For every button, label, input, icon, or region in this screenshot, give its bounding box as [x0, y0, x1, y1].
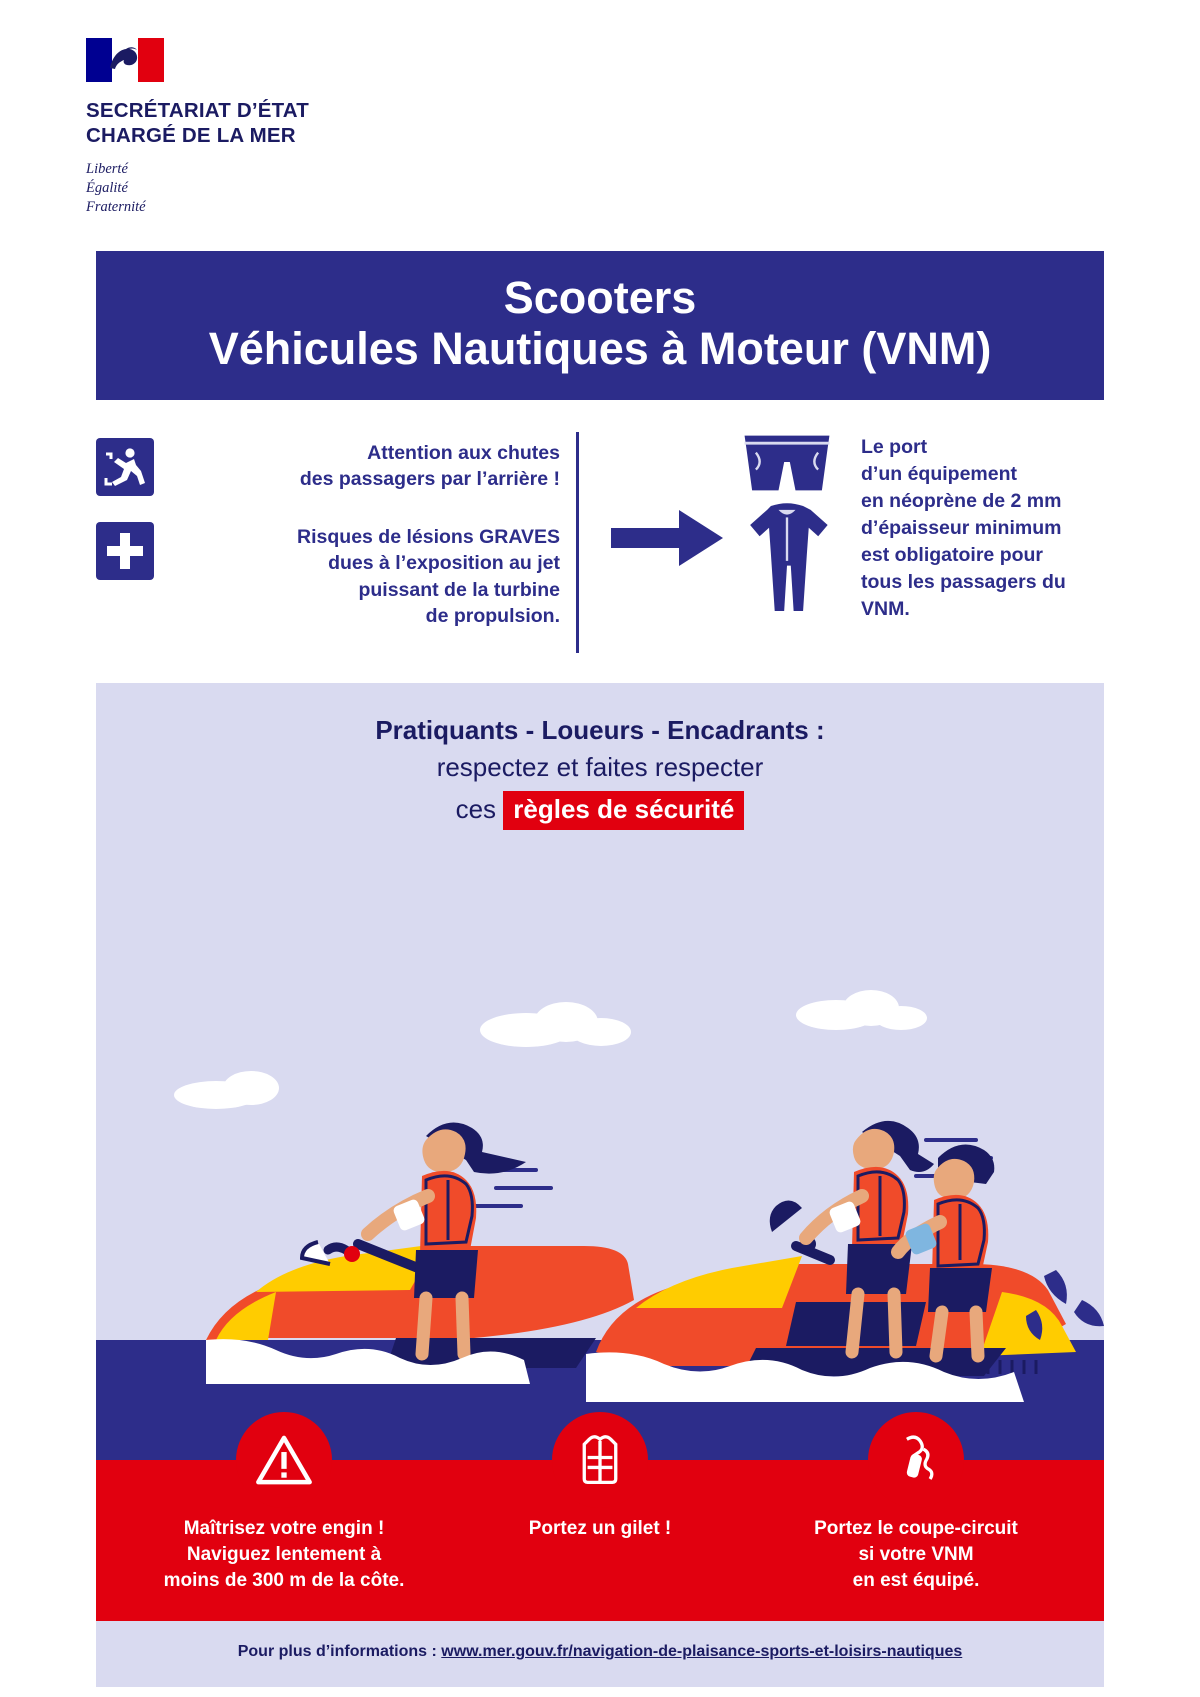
kill-switch-glyph [887, 1431, 945, 1489]
equipment-requirement [727, 430, 1104, 622]
panel-heading-line1: Pratiquants - Loueurs - Encadrants : [375, 715, 825, 746]
rule-2-line1: Portez un gilet ! [528, 1518, 672, 1540]
title-line1: Scooters [503, 272, 697, 324]
warning-injury-line2: dues à l’exposition au jet [328, 552, 560, 575]
motto-egalite: Égalité [86, 180, 128, 197]
rule-1-line2: Naviguez lentement à [186, 1544, 382, 1566]
equipment-line7: VNM. [861, 597, 910, 620]
panel-heading-highlight: règles de sécurité [503, 791, 744, 830]
ministry-name [86, 98, 1200, 148]
warnings-left-column [96, 430, 566, 655]
medical-cross-icon [96, 522, 154, 580]
warning-injury-line4: de propulsion. [425, 605, 560, 628]
warning-injury-line1: Risques de lésions GRAVES [297, 526, 560, 549]
warning-falls-line2: des passagers par l’arrière ! [299, 468, 560, 491]
rule-wear-vest [442, 1516, 758, 1593]
badge-cell-2 [442, 1412, 758, 1508]
equipment-line3: en néoprène de 2 mm [861, 489, 1062, 512]
warning-item-injury [96, 522, 566, 629]
badge-cell-1 [126, 1412, 442, 1508]
right-arrow-icon [607, 498, 727, 578]
vertical-divider [576, 432, 579, 653]
warning-injury-line3: puissant de la turbine [358, 578, 560, 601]
panel-heading-line3 [116, 791, 1084, 830]
equipment-icons [727, 430, 847, 616]
motto-liberte: Liberté [86, 161, 128, 177]
jetski-scene-graphic [96, 840, 1104, 1460]
footer-info [96, 1621, 1104, 1687]
footer-link[interactable]: www.mer.gouv.fr/navigation-de-plaisance-sports-et-loisirs-nautiques [441, 1643, 963, 1661]
neoprene-shorts-icon [735, 430, 839, 496]
equipment-line5: est obligatoire pour [861, 543, 1044, 566]
title-band [96, 251, 1104, 400]
warning-triangle-icon [236, 1412, 332, 1508]
warning-injury-text [172, 522, 566, 629]
equipment-line4: d’épaisseur minimum [861, 516, 1062, 539]
right-arrow-glyph [607, 498, 727, 578]
warning-falls-line1: Attention aux chutes [367, 442, 560, 465]
rule-kill-switch [758, 1516, 1074, 1593]
life-vest-glyph [571, 1431, 629, 1489]
wetsuit-icon [735, 502, 839, 616]
equipment-line6: tous les passagers du [861, 570, 1066, 593]
panel-heading-prefix: ces [455, 794, 497, 825]
equipment-line1: Le port [861, 436, 928, 459]
panel-heading-line2: respectez et faites respecter [436, 752, 764, 783]
rule-badges [96, 1412, 1104, 1508]
ministry-name-line2: CHARGÉ DE LA MER [86, 124, 296, 147]
falling-person-glyph [96, 438, 154, 496]
republic-motto [86, 160, 1200, 217]
warning-falls-text [172, 438, 566, 493]
marianne-flag-icon [86, 34, 164, 86]
marianne-profile-icon [106, 44, 144, 74]
warnings-section [96, 430, 1104, 655]
rule-3-line3: en est équipé. [852, 1569, 980, 1591]
title-line2: Véhicules Nautiques à Moteur (VNM) [208, 322, 992, 374]
medical-cross-glyph [96, 522, 154, 580]
motto-fraternite: Fraternité [86, 199, 146, 216]
ministry-name-line1: SECRÉTARIAT D’ÉTAT [86, 99, 310, 122]
kill-switch-lanyard-icon [868, 1412, 964, 1508]
equipment-line2: d’un équipement [861, 463, 1017, 486]
rule-3-line2: si votre VNM [858, 1544, 974, 1566]
rules-bar [96, 1460, 1104, 1621]
rule-control-speed [126, 1516, 442, 1593]
falling-person-icon [96, 438, 154, 496]
equipment-text [861, 430, 1066, 622]
life-vest-icon [552, 1412, 648, 1508]
warning-item-falls [96, 438, 566, 496]
rule-3-line1: Portez le coupe-circuit [814, 1518, 1018, 1540]
warning-triangle-glyph [253, 1429, 315, 1491]
rule-1-line1: Maîtrisez votre engin ! [183, 1518, 385, 1540]
panel-heading [96, 683, 1104, 840]
rule-1-line3: moins de 300 m de la côte. [163, 1569, 405, 1591]
badge-cell-3 [758, 1412, 1074, 1508]
footer-prefix: Pour plus d’informations : [237, 1643, 442, 1661]
safety-rules-panel [96, 683, 1104, 1687]
jetski-illustration [96, 840, 1104, 1460]
page-header [0, 0, 1200, 217]
